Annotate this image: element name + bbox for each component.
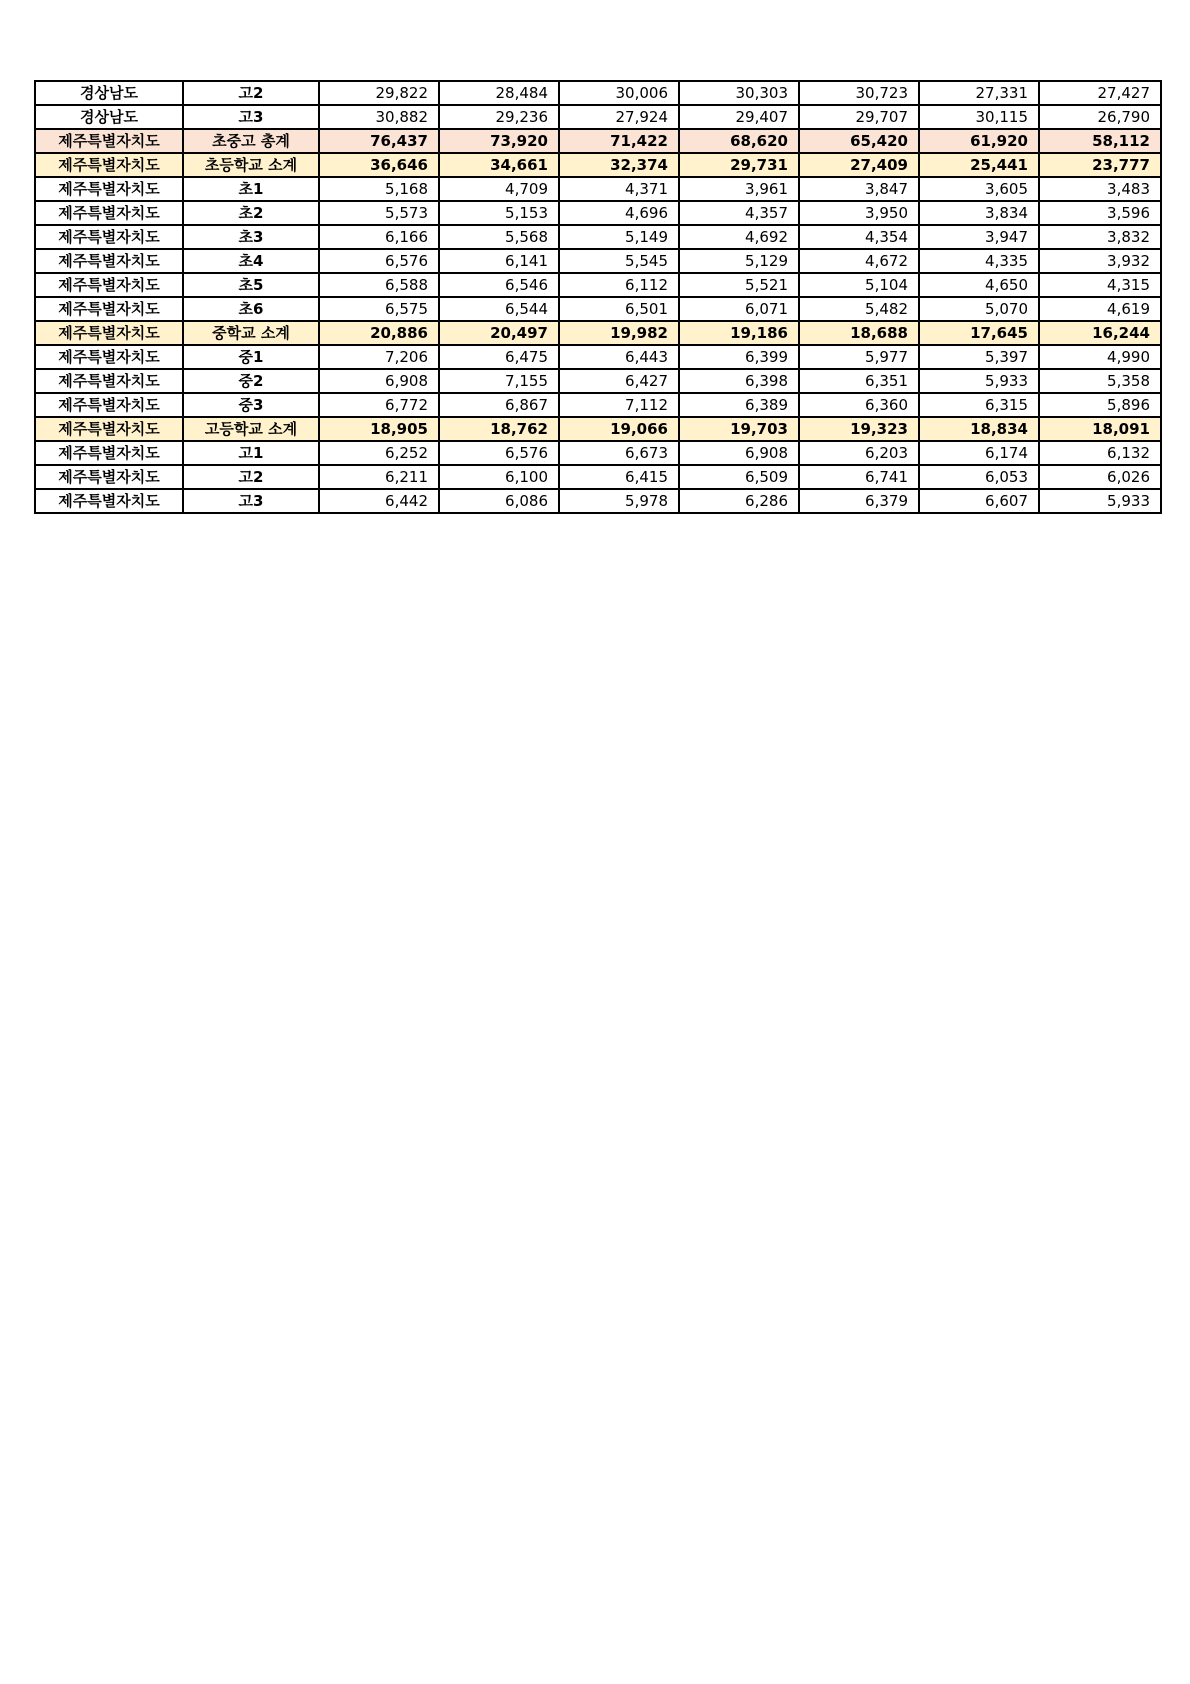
region-cell: 제주특별자치도 <box>35 465 183 489</box>
value-cell: 5,153 <box>439 201 559 225</box>
value-cell: 68,620 <box>679 129 799 153</box>
value-cell: 6,389 <box>679 393 799 417</box>
grade-cell: 초5 <box>183 273 319 297</box>
value-cell: 27,409 <box>799 153 919 177</box>
value-cell: 4,335 <box>919 249 1039 273</box>
value-cell: 71,422 <box>559 129 679 153</box>
value-cell: 20,497 <box>439 321 559 345</box>
region-cell: 제주특별자치도 <box>35 201 183 225</box>
region-cell: 제주특별자치도 <box>35 249 183 273</box>
value-cell: 6,509 <box>679 465 799 489</box>
value-cell: 6,415 <box>559 465 679 489</box>
value-cell: 6,315 <box>919 393 1039 417</box>
value-cell: 16,244 <box>1039 321 1161 345</box>
value-cell: 32,374 <box>559 153 679 177</box>
value-cell: 28,484 <box>439 81 559 105</box>
value-cell: 6,203 <box>799 441 919 465</box>
grade-cell: 고2 <box>183 81 319 105</box>
value-cell: 5,933 <box>1039 489 1161 513</box>
value-cell: 6,100 <box>439 465 559 489</box>
value-cell: 5,397 <box>919 345 1039 369</box>
value-cell: 19,323 <box>799 417 919 441</box>
value-cell: 17,645 <box>919 321 1039 345</box>
value-cell: 6,546 <box>439 273 559 297</box>
value-cell: 4,357 <box>679 201 799 225</box>
value-cell: 3,847 <box>799 177 919 201</box>
student-count-table <box>34 80 1162 514</box>
table-row <box>35 225 1161 249</box>
table-row-total <box>35 129 1161 153</box>
value-cell: 19,703 <box>679 417 799 441</box>
value-cell: 6,575 <box>319 297 439 321</box>
grade-cell: 고등학교 소계 <box>183 417 319 441</box>
value-cell: 27,331 <box>919 81 1039 105</box>
value-cell: 5,545 <box>559 249 679 273</box>
value-cell: 6,351 <box>799 369 919 393</box>
value-cell: 6,112 <box>559 273 679 297</box>
value-cell: 6,398 <box>679 369 799 393</box>
value-cell: 18,905 <box>319 417 439 441</box>
value-cell: 27,924 <box>559 105 679 129</box>
region-cell: 제주특별자치도 <box>35 153 183 177</box>
table-row <box>35 81 1161 105</box>
value-cell: 6,588 <box>319 273 439 297</box>
value-cell: 30,882 <box>319 105 439 129</box>
value-cell: 29,731 <box>679 153 799 177</box>
value-cell: 23,777 <box>1039 153 1161 177</box>
region-cell: 제주특별자치도 <box>35 225 183 249</box>
value-cell: 6,908 <box>319 369 439 393</box>
value-cell: 29,407 <box>679 105 799 129</box>
grade-cell: 고1 <box>183 441 319 465</box>
value-cell: 5,977 <box>799 345 919 369</box>
grade-cell: 중2 <box>183 369 319 393</box>
value-cell: 58,112 <box>1039 129 1161 153</box>
value-cell: 6,132 <box>1039 441 1161 465</box>
grade-cell: 초2 <box>183 201 319 225</box>
value-cell: 61,920 <box>919 129 1039 153</box>
value-cell: 6,475 <box>439 345 559 369</box>
value-cell: 6,252 <box>319 441 439 465</box>
value-cell: 6,141 <box>439 249 559 273</box>
value-cell: 30,115 <box>919 105 1039 129</box>
value-cell: 26,790 <box>1039 105 1161 129</box>
value-cell: 6,741 <box>799 465 919 489</box>
value-cell: 5,104 <box>799 273 919 297</box>
value-cell: 4,354 <box>799 225 919 249</box>
grade-cell: 고3 <box>183 489 319 513</box>
table-row <box>35 489 1161 513</box>
value-cell: 6,576 <box>439 441 559 465</box>
value-cell: 30,723 <box>799 81 919 105</box>
value-cell: 6,607 <box>919 489 1039 513</box>
grade-cell: 초3 <box>183 225 319 249</box>
value-cell: 73,920 <box>439 129 559 153</box>
value-cell: 6,443 <box>559 345 679 369</box>
value-cell: 6,908 <box>679 441 799 465</box>
value-cell: 18,091 <box>1039 417 1161 441</box>
value-cell: 5,521 <box>679 273 799 297</box>
table-row-subtotal <box>35 153 1161 177</box>
value-cell: 5,978 <box>559 489 679 513</box>
value-cell: 5,129 <box>679 249 799 273</box>
value-cell: 5,573 <box>319 201 439 225</box>
grade-cell: 중1 <box>183 345 319 369</box>
value-cell: 3,483 <box>1039 177 1161 201</box>
value-cell: 29,822 <box>319 81 439 105</box>
region-cell: 제주특별자치도 <box>35 273 183 297</box>
value-cell: 30,006 <box>559 81 679 105</box>
value-cell: 6,360 <box>799 393 919 417</box>
table-row-subtotal <box>35 321 1161 345</box>
value-cell: 3,832 <box>1039 225 1161 249</box>
value-cell: 6,772 <box>319 393 439 417</box>
region-cell: 제주특별자치도 <box>35 393 183 417</box>
value-cell: 7,112 <box>559 393 679 417</box>
value-cell: 3,961 <box>679 177 799 201</box>
value-cell: 6,673 <box>559 441 679 465</box>
grade-cell: 초등학교 소계 <box>183 153 319 177</box>
value-cell: 4,672 <box>799 249 919 273</box>
value-cell: 4,315 <box>1039 273 1161 297</box>
value-cell: 3,834 <box>919 201 1039 225</box>
value-cell: 3,932 <box>1039 249 1161 273</box>
table-body <box>35 81 1161 513</box>
value-cell: 18,762 <box>439 417 559 441</box>
value-cell: 4,696 <box>559 201 679 225</box>
value-cell: 19,982 <box>559 321 679 345</box>
value-cell: 18,688 <box>799 321 919 345</box>
value-cell: 65,420 <box>799 129 919 153</box>
grade-cell: 고3 <box>183 105 319 129</box>
value-cell: 29,707 <box>799 105 919 129</box>
region-cell: 제주특별자치도 <box>35 129 183 153</box>
region-cell: 제주특별자치도 <box>35 369 183 393</box>
region-cell: 제주특별자치도 <box>35 441 183 465</box>
value-cell: 20,886 <box>319 321 439 345</box>
value-cell: 7,155 <box>439 369 559 393</box>
table-row-subtotal <box>35 417 1161 441</box>
value-cell: 5,933 <box>919 369 1039 393</box>
table-row <box>35 273 1161 297</box>
table-row <box>35 465 1161 489</box>
value-cell: 6,427 <box>559 369 679 393</box>
value-cell: 6,071 <box>679 297 799 321</box>
table-row <box>35 297 1161 321</box>
table-row <box>35 369 1161 393</box>
value-cell: 6,053 <box>919 465 1039 489</box>
value-cell: 34,661 <box>439 153 559 177</box>
region-cell: 제주특별자치도 <box>35 345 183 369</box>
value-cell: 6,867 <box>439 393 559 417</box>
grade-cell: 중3 <box>183 393 319 417</box>
table-row <box>35 249 1161 273</box>
value-cell: 6,286 <box>679 489 799 513</box>
grade-cell: 중학교 소계 <box>183 321 319 345</box>
value-cell: 36,646 <box>319 153 439 177</box>
value-cell: 6,166 <box>319 225 439 249</box>
value-cell: 4,371 <box>559 177 679 201</box>
value-cell: 76,437 <box>319 129 439 153</box>
value-cell: 5,568 <box>439 225 559 249</box>
region-cell: 제주특별자치도 <box>35 417 183 441</box>
table-row <box>35 177 1161 201</box>
value-cell: 6,086 <box>439 489 559 513</box>
value-cell: 5,482 <box>799 297 919 321</box>
region-cell: 제주특별자치도 <box>35 321 183 345</box>
grade-cell: 초중고 총계 <box>183 129 319 153</box>
value-cell: 4,619 <box>1039 297 1161 321</box>
value-cell: 6,026 <box>1039 465 1161 489</box>
value-cell: 25,441 <box>919 153 1039 177</box>
value-cell: 4,990 <box>1039 345 1161 369</box>
value-cell: 29,236 <box>439 105 559 129</box>
value-cell: 6,442 <box>319 489 439 513</box>
region-cell: 제주특별자치도 <box>35 177 183 201</box>
table-row <box>35 345 1161 369</box>
value-cell: 27,427 <box>1039 81 1161 105</box>
value-cell: 5,896 <box>1039 393 1161 417</box>
value-cell: 6,399 <box>679 345 799 369</box>
value-cell: 5,070 <box>919 297 1039 321</box>
table-row <box>35 393 1161 417</box>
value-cell: 7,206 <box>319 345 439 369</box>
value-cell: 5,149 <box>559 225 679 249</box>
value-cell: 3,605 <box>919 177 1039 201</box>
region-cell: 경상남도 <box>35 105 183 129</box>
grade-cell: 초1 <box>183 177 319 201</box>
value-cell: 4,692 <box>679 225 799 249</box>
table-row <box>35 441 1161 465</box>
value-cell: 6,379 <box>799 489 919 513</box>
table-row <box>35 201 1161 225</box>
value-cell: 6,501 <box>559 297 679 321</box>
value-cell: 5,168 <box>319 177 439 201</box>
region-cell: 제주특별자치도 <box>35 297 183 321</box>
value-cell: 4,709 <box>439 177 559 201</box>
value-cell: 4,650 <box>919 273 1039 297</box>
value-cell: 6,576 <box>319 249 439 273</box>
region-cell: 경상남도 <box>35 81 183 105</box>
grade-cell: 초6 <box>183 297 319 321</box>
value-cell: 18,834 <box>919 417 1039 441</box>
grade-cell: 고2 <box>183 465 319 489</box>
value-cell: 6,211 <box>319 465 439 489</box>
region-cell: 제주특별자치도 <box>35 489 183 513</box>
grade-cell: 초4 <box>183 249 319 273</box>
value-cell: 3,947 <box>919 225 1039 249</box>
value-cell: 19,186 <box>679 321 799 345</box>
value-cell: 30,303 <box>679 81 799 105</box>
value-cell: 19,066 <box>559 417 679 441</box>
value-cell: 6,544 <box>439 297 559 321</box>
value-cell: 6,174 <box>919 441 1039 465</box>
value-cell: 3,950 <box>799 201 919 225</box>
value-cell: 3,596 <box>1039 201 1161 225</box>
table-row <box>35 105 1161 129</box>
value-cell: 5,358 <box>1039 369 1161 393</box>
